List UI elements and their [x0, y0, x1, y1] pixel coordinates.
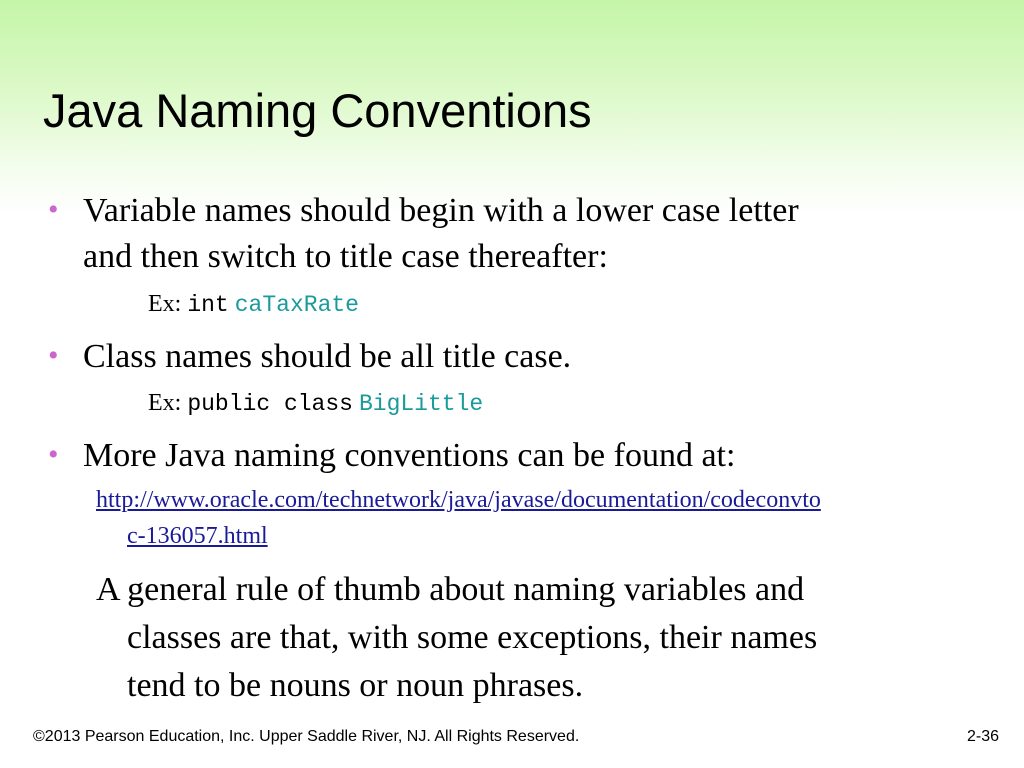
slide-title: Java Naming Conventions: [43, 84, 592, 137]
footer-copyright: ©2013 Pearson Education, Inc. Upper Saddle River, NJ. All Rights Reserved.: [33, 728, 580, 745]
bullet-marker: •: [48, 339, 59, 372]
example-2: [148, 386, 483, 421]
rule-line-3: tend to be nouns or noun phrases.: [127, 667, 584, 704]
bullet-2-line-1: Class names should be all title case.: [83, 338, 572, 375]
bullet-1-line-1: Variable names should begin with a lower case letter: [83, 192, 799, 229]
footer-page-number: 2-36: [966, 728, 999, 745]
link-line-1[interactable]: http://www.oracle.com/technetwork/java/javase/documentation/codeconvto: [96, 487, 821, 513]
bullet-3-line-1: More Java naming conventions can be found at:: [83, 437, 736, 474]
rule-line-2: classes are that, with some exceptions, their names: [127, 619, 818, 656]
example-1-prefix: Ex:: [148, 291, 182, 317]
oracle-conventions-link[interactable]: [96, 482, 976, 554]
example-2-prefix: Ex:: [148, 390, 182, 416]
example-2-keyword: public class: [187, 391, 353, 417]
bullet-marker: •: [48, 438, 59, 471]
rule-line-1: A general rule of thumb about naming variables and: [96, 571, 805, 608]
bullet-marker: •: [48, 193, 59, 226]
rule-of-thumb-paragraph: [96, 566, 976, 710]
bullet-1-line-2: and then switch to title case thereafter:: [83, 238, 608, 275]
example-1-keyword: int: [187, 292, 229, 318]
example-1-identifier: caTaxRate: [234, 292, 359, 318]
link-line-2[interactable]: c-136057.html: [127, 523, 268, 549]
example-2-identifier: BigLittle: [358, 391, 484, 417]
example-1: [148, 287, 359, 322]
